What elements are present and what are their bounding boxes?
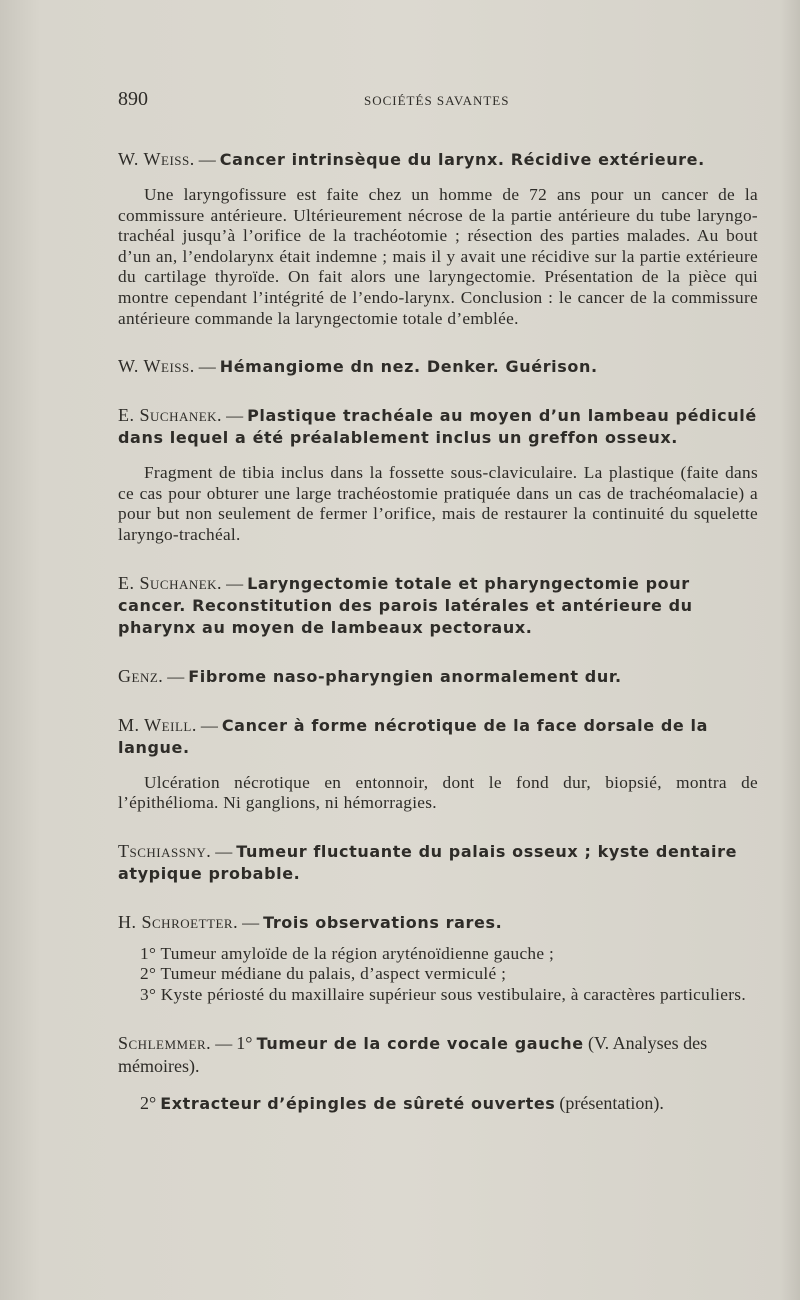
entry-author: Genz.	[118, 665, 164, 686]
entry-weill-cancer-langue	[118, 714, 758, 814]
entry-heading	[118, 1032, 758, 1078]
entry-weiss-hemangiome	[118, 355, 758, 378]
entry-title: Cancer à forme nécrotique de la face dorsale de la langue.	[118, 715, 708, 757]
second-item-title: Extracteur d’épingles de sûreté ouvertes	[160, 1093, 556, 1113]
entry-title: Tumeur fluctuante du palais osseux ; kyste dentaire atypique probable.	[118, 841, 738, 883]
entry-separator: —	[242, 912, 260, 932]
entry-suchanek-plastique	[118, 404, 758, 545]
entry-author: Schlemmer.	[118, 1032, 212, 1053]
entry-title: Laryngectomie totale et pharyngectomie pour cancer. Reconstitution des parois latérales et antérieure du pharynx au moyen de lambeaux pectoraux.	[118, 573, 693, 637]
entry-author: W. Weiss.	[118, 356, 195, 377]
list-item: 3° Kyste périosté du maxillaire supérieur sous vestibulaire, à caractères particuliers.	[140, 984, 746, 1004]
entry-separator: —	[200, 715, 218, 735]
entry-author: H. Schroetter.	[118, 911, 239, 932]
page-body	[118, 148, 758, 1142]
entry-separator: —	[226, 573, 244, 593]
entry-heading	[118, 714, 758, 759]
entry-separator: —	[198, 150, 216, 169]
entry-schlemmer	[118, 1032, 758, 1116]
entry-separator: —	[226, 406, 244, 426]
entry-second-item	[140, 1092, 758, 1116]
entry-title: Fibrome naso-pharyngien anormalement dur.	[188, 666, 622, 686]
entry-author: E. Suchanek.	[118, 572, 223, 593]
page-number: 890	[118, 88, 148, 110]
entry-heading	[118, 148, 758, 171]
entry-author: Tschiassny.	[118, 840, 212, 861]
entry-heading	[118, 665, 758, 688]
entry-separator: —	[167, 666, 185, 686]
entry-tschiassny-tumeur	[118, 840, 758, 885]
entry-title: Cancer intrinsèque du larynx. Récidive extérieure.	[219, 150, 705, 169]
entry-heading	[118, 572, 758, 639]
entry-title: Tumeur de la corde vocale gauche	[256, 1033, 584, 1053]
entry-author: W. Weiss.	[118, 149, 195, 169]
entry-author: M. Weill.	[118, 714, 197, 735]
entry-weiss-cancer	[118, 148, 758, 329]
entry-heading	[118, 911, 758, 934]
entry-heading	[118, 355, 758, 378]
entry-separator: —	[215, 841, 233, 861]
entry-separator: —	[198, 357, 216, 377]
entry-title-prefix: 1°	[236, 1032, 253, 1053]
entry-paragraph: Fragment de tibia inclus dans la fossette sous-claviculaire. La plastique (faite dans ce cas pour obturer une large trachéostomie pratiquée dans un cas de trachéomalacie) a pour but non seulement de fermer l’orifice, mais de restaurer la continuité du squelette laryngo-trachéal.	[118, 463, 758, 544]
entry-title: Plastique trachéale au moyen d’un lambeau pédiculé dans lequel a été préalablement inclus un greffon osseux.	[118, 406, 757, 448]
page-header	[118, 88, 678, 112]
entry-heading	[118, 840, 758, 885]
entry-separator: —	[215, 1033, 233, 1053]
entry-paragraph: Ulcération nécrotique en entonnoir, dont le fond dur, biopsié, montra de l’épithélioma. Ni ganglions, ni hémorragies.	[118, 772, 758, 813]
second-item-prefix: 2°	[140, 1092, 157, 1113]
observation-list	[118, 944, 758, 1006]
entry-paragraph: Une laryngofissure est faite chez un homme de 72 ans pour un cancer de la commissure antérieure. Ultérieurement nécrose de la partie antérieure du tube laryngo-trachéal jusqu’à l’orifice de la trachéotomie ; résection des parties malades. Au bout d’un an, l’endolarynx était indemne ; mais il y avait une récidive sur la partie extérieure du cartilage thyroïde. On fait alors une laryngectomie. Présentation de la pièce qui montre cependant l’intégrité de l’endo-larynx. Conclusion : le cancer de la commissure antérieure commande la laryngectomie totale d’emblée.	[118, 185, 758, 328]
entry-title-suffix: (V. Analyses des mémoires).	[118, 1032, 708, 1076]
entry-suchanek-laryngectomie	[118, 572, 758, 639]
entry-title: Hémangiome dn nez. Denker. Guérison.	[219, 357, 598, 377]
second-item-suffix: (présentation).	[559, 1092, 664, 1113]
entry-genz-fibrome	[118, 665, 758, 688]
entry-title: Trois observations rares.	[263, 912, 503, 932]
list-item: 2° Tumeur médiane du palais, d’aspect vermiculé ;	[140, 964, 507, 984]
list-item: 1° Tumeur amyloïde de la région aryténoïdienne gauche ;	[140, 943, 555, 963]
entry-heading	[118, 404, 758, 449]
running-title: SOCIÉTÉS SAVANTES	[364, 93, 510, 108]
entry-schroetter-observations	[118, 911, 758, 1006]
entry-author: E. Suchanek.	[118, 405, 223, 426]
